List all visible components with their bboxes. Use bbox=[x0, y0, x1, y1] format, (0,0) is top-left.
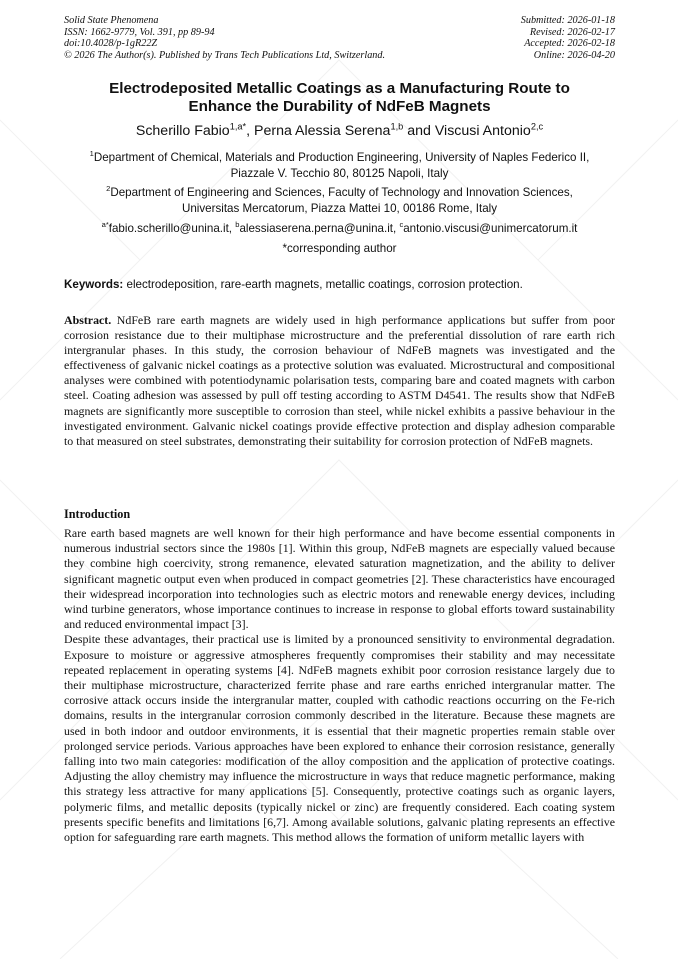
copyright-line: © 2026 The Author(s). Published by Trans Tech Publications Ltd, Switzerland. bbox=[64, 49, 386, 61]
abstract bbox=[64, 313, 615, 449]
revised-date: Revised: 2026-02-17 bbox=[529, 26, 615, 38]
accepted-date: Accepted: 2026-02-18 bbox=[524, 38, 615, 50]
affiliation-number: 1 bbox=[89, 149, 94, 159]
author-emails bbox=[64, 221, 615, 237]
email-marker: a* bbox=[101, 220, 109, 230]
affiliation-text: Department of Engineering and Sciences, Faculty of Technology and Innovation Sciences, bbox=[110, 186, 573, 199]
introduction-body bbox=[64, 526, 615, 845]
email-address: antonio.viscusi@unimercatorum.it bbox=[403, 222, 578, 235]
paper-title bbox=[64, 80, 615, 116]
corresponding-author-note: *corresponding author bbox=[282, 242, 397, 255]
keywords-text: electrodeposition, rare-earth magnets, metallic coatings, corrosion protection. bbox=[123, 278, 523, 291]
author-name: Viscusi Antonio bbox=[434, 123, 531, 139]
affiliation-1 bbox=[64, 150, 615, 182]
email-address: alessiaserena.perna@unina.it, bbox=[239, 222, 400, 235]
abstract-text: NdFeB rare earth magnets are widely used in high performance applications but suffer from poor corrosion resistance due to their multiphase microstructure and the preferential dissolution of rare earth rich intergranular phases. In this study, the corrosion behaviour of NdFeB magnets was investigated and the effectiveness of galvanic nickel coatings as a protective solution was evaluated. Microstructural and compositional analyses were combined with potentiodynamic polarisation tests, comparing bare and coated magnets with carbon steel. Coating adhesion was assessed by pull off testing according to ASTM D4541. The results show that NdFeB magnets are significantly more susceptible to corrosion than steel, while nickel exhibits a passive behaviour in the investigated environment. Galvanic nickel coatings provide effective protection and display adhesion comparable to that measured on steel substrates, demonstrating their suitability for corrosion protection of NdFeB magnets. bbox=[64, 313, 615, 448]
affiliation-text: Department of Chemical, Materials and Production Engineering, University of Naples Federico II, bbox=[93, 151, 590, 164]
title-line-2: Enhance the Durability of NdFeB Magnets bbox=[188, 98, 491, 115]
keywords bbox=[64, 278, 615, 292]
doi-line: doi:10.4028/p-1gR22Z bbox=[64, 38, 158, 50]
journal-name: Solid State Phenomena bbox=[64, 15, 159, 26]
author-name: Perna Alessia Serena bbox=[254, 123, 391, 139]
affiliation-text: Universitas Mercatorum, Piazza Mattei 10, 00186 Rome, Italy bbox=[181, 202, 498, 215]
paragraph: Despite these advantages, their practical use is limited by a pronounced sensitivity to environmental degradation. Exposure to moisture or aggressive atmospheres frequently compromises their stability and may necessitate repeated replacement in operating systems [4]. NdFeB magnets exhibit poor corrosion resistance largely due to their multiphase microstructure, characterized ferrite phase and rare earths enriched intergranular matter. The corrosive attack occurs inside the intergranular matter, coupled with cathodic reactions occurring on the Fe-rich domains, results in the intergranular corrosion commonly described in the literature. Because these magnets are used in both indoor and outdoor environments, it is essential that their magnetic properties remain stable over prolonged service periods. Various approaches have been explored to enhance their corrosion resistance, generally falling into two main categories: modification of the alloy composition and the application of protective coatings. Adjusting the alloy chemistry may influence the microstructure in ways that reduce magnetic performance, making this strategy less attractive for many applications [5]. Consequently, protective coatings such as organic layers, polymeric films, and metallic deposits (typically nickel or zinc) are frequently considered. Each coating system presents specific benefits and limitations [6,7]. Among available solutions, galvanic plating represents an effective option for safeguarding rare earth magnets. This method allows the formation of uniform metallic layers with bbox=[64, 632, 615, 845]
email-address: fabio.scherillo@unina.it, bbox=[108, 222, 236, 235]
abstract-label: Abstract. bbox=[64, 313, 112, 327]
submitted-date: Submitted: 2026-01-18 bbox=[520, 15, 615, 26]
author-name: Scherillo Fabio bbox=[135, 123, 230, 139]
title-line-1: Electrodeposited Metallic Coatings as a Manufacturing Route to bbox=[109, 80, 570, 97]
paragraph: Rare earth based magnets are well known for their high performance and have become essential components in numerous industrial sectors since the 1980s [1]. Within this group, NdFeB magnets are especially valued because they combine high coercivity, strong remanence, elevated saturation magnetization, and the ability to deliver significant magnetic output even when produced in compact geometries [2]. These characteristics have encouraged their widespread incorporation into technologies such as electric motors and renewable energy devices, including wind turbine generators, whose importance continues to increase in response to global efforts toward sustainability and reduced environmental impact [3]. bbox=[64, 526, 615, 632]
author-separator: , bbox=[246, 123, 254, 139]
online-date: Online: 2026-04-20 bbox=[533, 49, 615, 61]
affiliation-2 bbox=[64, 185, 615, 217]
author-affiliation-marker: 1,b bbox=[390, 121, 404, 132]
author-affiliation-marker: 1,a* bbox=[229, 121, 247, 132]
keywords-label: Keywords: bbox=[64, 278, 124, 291]
author-list bbox=[64, 122, 615, 140]
affiliation-text: Piazzale V. Tecchio 80, 80125 Napoli, Italy bbox=[230, 167, 449, 180]
issn-line: ISSN: 1662-9779, Vol. 391, pp 89-94 bbox=[64, 26, 215, 38]
affiliation-number: 2 bbox=[106, 184, 111, 194]
email-marker: b bbox=[235, 220, 240, 230]
author-separator: and bbox=[403, 123, 435, 139]
author-affiliation-marker: 2,c bbox=[530, 121, 544, 132]
section-heading: Introduction bbox=[64, 507, 131, 521]
email-marker: c bbox=[399, 220, 404, 230]
